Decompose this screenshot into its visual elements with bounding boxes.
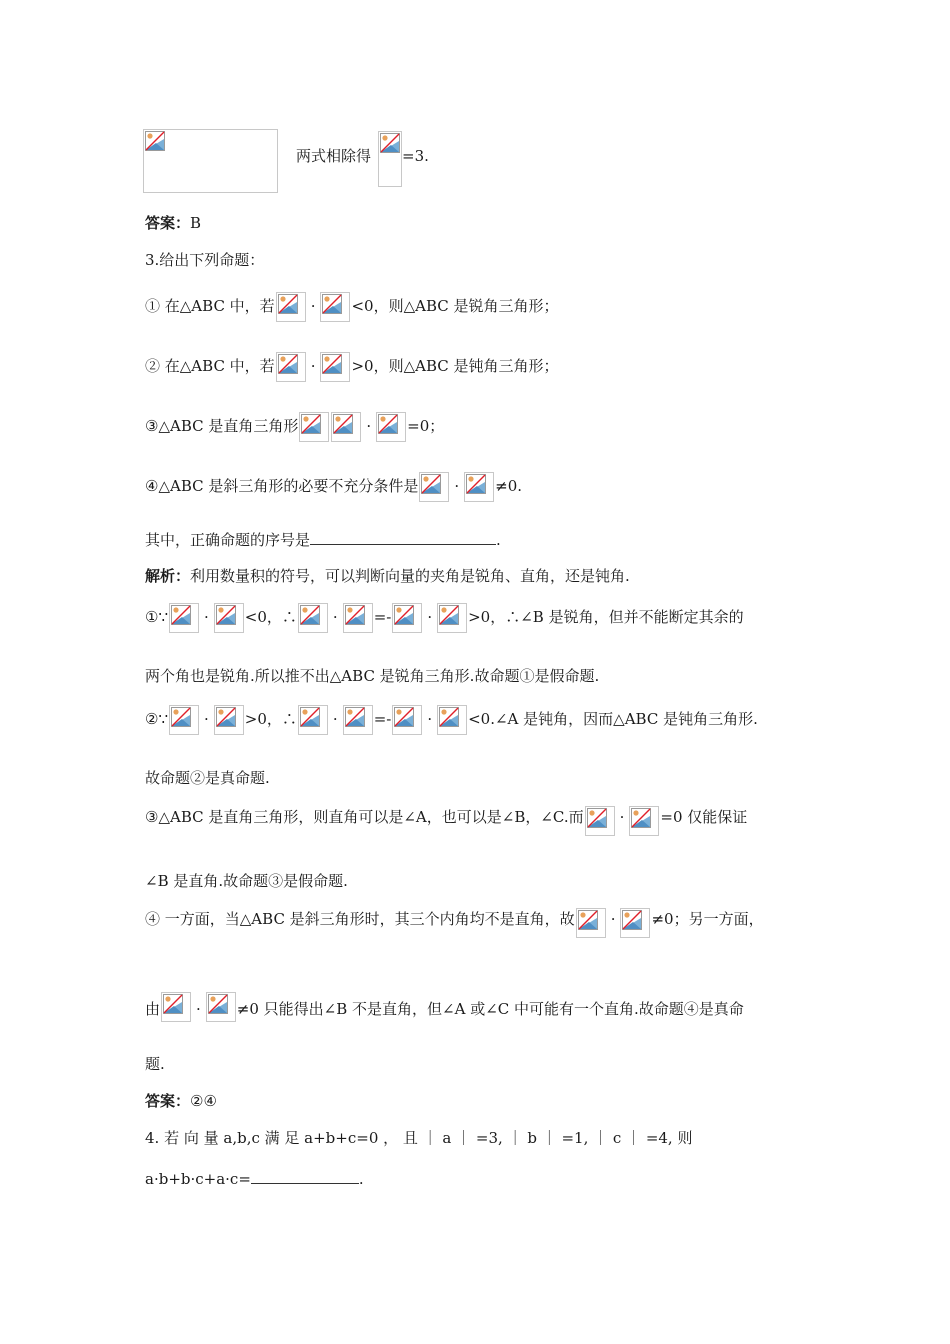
proposition-1: ① 在△ABC 中，若 · <0，则△ABC 是锐角三角形；	[145, 292, 559, 322]
broken-image-icon	[585, 806, 615, 836]
question-3-ask: 其中，正确命题的序号是 .	[145, 531, 501, 549]
broken-image-icon	[169, 603, 199, 633]
fragment-equation: =3.	[402, 147, 429, 165]
broken-image-icon	[214, 603, 244, 633]
broken-image-icon	[629, 806, 659, 836]
analysis-step-3: ③△ABC 是直角三角形，则直角可以是∠A，也可以是∠B，∠C.而 · =0 仅能保证	[145, 806, 747, 836]
answer-blank[interactable]	[310, 530, 496, 545]
answer-label: 答案：	[145, 1092, 191, 1110]
broken-image-icon	[214, 705, 244, 735]
proposition-2: ② 在△ABC 中，若 · >0，则△ABC 是钝角三角形；	[145, 352, 559, 382]
answer-label: 答案：	[145, 214, 191, 232]
broken-image-icon	[392, 603, 422, 633]
broken-image-icon	[464, 472, 494, 502]
broken-image-icon	[145, 131, 165, 151]
broken-image-icon	[331, 412, 361, 442]
analysis-step-1-cont: 两个角也是锐角.所以推不出△ABC 是锐角三角形.故命题①是假命题.	[145, 667, 600, 685]
broken-image-icon	[320, 292, 350, 322]
analysis-step-2: ②∵ · >0，∴ · =- · <0.∠A 是钝角，因而△ABC 是钝角三角形.	[145, 705, 758, 735]
broken-image-icon	[392, 705, 422, 735]
broken-image-icon	[320, 352, 350, 382]
broken-image-icon	[298, 603, 328, 633]
broken-image-icon	[299, 412, 329, 442]
broken-image-icon	[437, 705, 467, 735]
analysis-label: 解析：	[145, 567, 191, 585]
broken-image-icon	[169, 705, 199, 735]
broken-image-icon	[419, 472, 449, 502]
analysis-intro: 解析：利用数量积的符号，可以判断向量的夹角是锐角、直角，还是钝角.	[145, 567, 630, 585]
analysis-step-4: ④ 一方面，当△ABC 是斜三角形时，其三个内角均不是直角，故 · ≠0；另一方面，	[145, 908, 764, 938]
answer-line-1	[145, 213, 201, 233]
analysis-step-3-cont: ∠B 是直角.故命题③是假命题.	[145, 872, 348, 890]
broken-image-icon	[276, 352, 306, 382]
broken-image-icon	[380, 133, 400, 153]
broken-image-icon	[576, 908, 606, 938]
broken-image-icon	[206, 992, 236, 1022]
broken-image-icon	[276, 292, 306, 322]
broken-image-icon	[376, 412, 406, 442]
analysis-step-4-end: 题.	[145, 1055, 165, 1073]
broken-image-icon	[343, 705, 373, 735]
question-4-line-1: 4. 若 向 量 a,b,c 满 足 a+b+c=0 ， 且 ｜ a ｜ =3, ｜ b ｜ =1, ｜ c ｜ =4, 则	[145, 1129, 693, 1147]
broken-image-placeholder	[378, 131, 402, 187]
analysis-step-4-cont: 由 · ≠0 只能得出∠B 不是直角，但∠A 或∠C 中可能有一个直角.故命题④是真命	[145, 992, 744, 1022]
answer-value: ②④	[190, 1092, 217, 1110]
fragment-text: 两式相除得	[296, 147, 372, 165]
answer-value: B	[190, 214, 202, 232]
broken-image-icon	[620, 908, 650, 938]
broken-image-icon	[437, 603, 467, 633]
question-3-title: 3.给出下列命题：	[145, 251, 265, 269]
answer-line-2	[145, 1091, 217, 1111]
proposition-3: ③△ABC 是直角三角形 · =0；	[145, 412, 444, 442]
analysis-step-2-cont: 故命题②是真命题.	[145, 769, 270, 787]
broken-image-icon	[161, 992, 191, 1022]
broken-image-placeholder	[143, 129, 278, 193]
answer-blank[interactable]	[251, 1169, 359, 1184]
proposition-4: ④△ABC 是斜三角形的必要不充分条件是 · ≠0.	[145, 472, 522, 502]
broken-image-icon	[343, 603, 373, 633]
broken-image-icon	[298, 705, 328, 735]
question-4-line-2: a·b+b·c+a·c= .	[145, 1170, 364, 1188]
analysis-step-1: ①∵ · <0，∴ · =- · >0，∴∠B 是锐角，但并不能断定其余的	[145, 603, 744, 633]
